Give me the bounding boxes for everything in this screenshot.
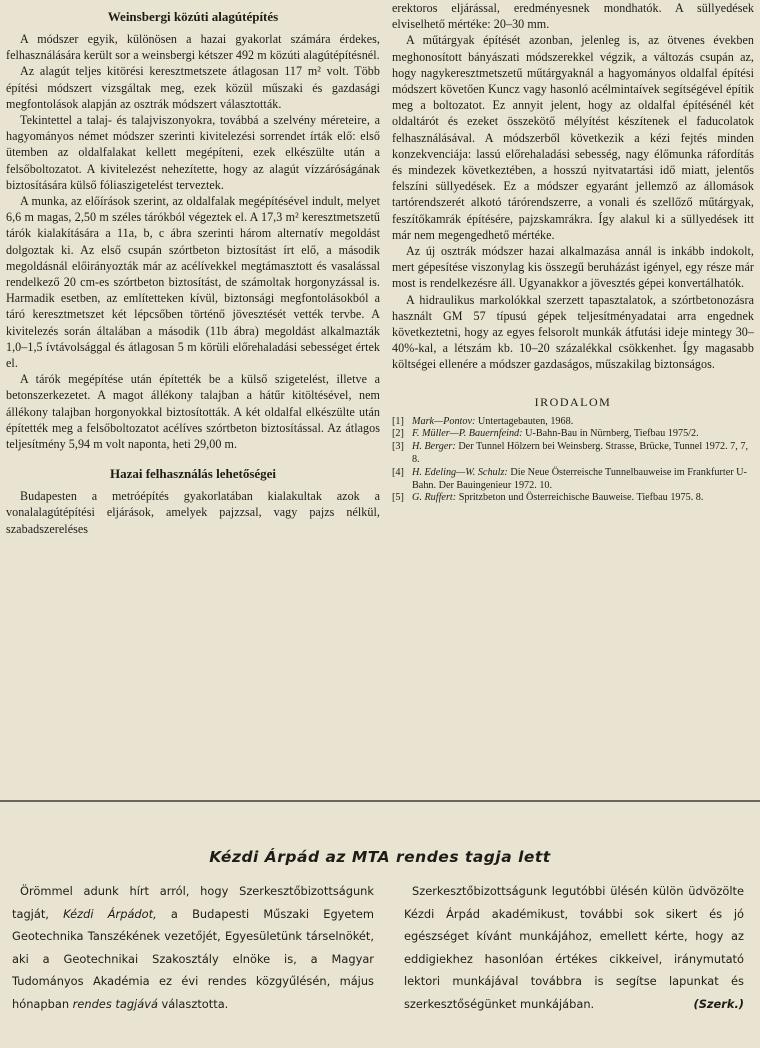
announcement-text: Szerkesztőbizottságunk legutóbbi ülésén külön üdvözölte Kézdi Árpád akadémikust, további sok sikert és jó egészséget kívánt munkájához, emellett kérte, hogy az eddigiekhez hasonlóan értékes cikkeivel, iránymutató lektori munkájával továbbra is segítse lapunkat és szerkesztőségünket munkájában. [404, 884, 744, 1011]
section-divider [0, 800, 760, 802]
reference-text: U-Bahn-Bau in Nürnberg, Tiefbau 1975/2. [525, 428, 699, 440]
article-left-column [6, 0, 380, 537]
reference-authors: H. Edeling—W. Schulz: [412, 466, 508, 478]
announcement-left-column [12, 880, 374, 1015]
announcement-text: Örömmel adunk hírt arról, hogy Szerkesztőbizottságunk tagját, [12, 884, 374, 921]
paragraph: A műtárgyak építését azonban, jelenleg is, az ötvenes években meghonosított bányászati módszerekkel végzik, a változás csupán az, hogy nagykeresztmetszetű műtárgyaknál a hagyományos oldalfal építési módszert követően Kuncz vagy hasonló acélmintaívek segítségével építik meg a boltozatot. Ez annyit jelent, hogy az oldalfal építésénél két oldaltárót és ezeket összekötő mélyítést készítenek el faducolatok felhasználásával. A módszerből következik a kézi fejtés minden konzekvenciája: lassú előrehaladási sebesség, nagy élőmunka ráfordítás és mindezek következtében, a hosszú nyitvatartási idő miatt, jelentős felszíni süllyedések. Ez a módszer egyaránt jellemző az állomások tartórendszerét alkotó tárórendszerre, a vonali és szellőző műtárgyak, feszítőkamrák építésére, pajzskamrákra. Így alakul ki a süllyedések itt már nem megengedhető mértéke. [392, 33, 754, 242]
article-right-column [392, 0, 754, 505]
section-heading-weinsbergi: Weinsbergi közúti alagútépítés [107, 9, 279, 24]
paragraph: Tekintettel a talaj- és talajviszonyokra, továbbá a szelvény méreteire, a hagyományos német módszer szerinti kivitelezési sorrendet írták elő: első ütemben az oldalfalakat kellett megépíteni, ezek elkészülte után a felsőboltozatot. A kivitelezést nehezítette, hogy az alagút vízzáróságának biztosítására külső fóliaszigetelést terveztek. [6, 113, 380, 192]
reference-text: Untertagebauten, 1968. [477, 415, 574, 427]
paragraph: A hidraulikus markolókkal szerzett tapasztalatok, a szórtbetonozásra használt GM 57 típusú gépek teljesítményadatai arra engednek következtetni, hogy az egyes felsorolt munkák átfutási ideje mintegy 30–40%-kal, a létszám kb. 10–20 százalékkal csökkenhet. Így magasabb költségei ellenére a módszer gazdaságos, műszakilag biztonságos. [392, 292, 754, 372]
announcement-emphasis: rendes tagjává [72, 996, 158, 1011]
reference-number: [5] [392, 492, 404, 504]
announcement-title: Kézdi Árpád az MTA rendes tagja lett [209, 848, 551, 866]
reference-text: Spritzbeton und Österreichische Bauweise. Tiefbau 1975. 8. [458, 492, 704, 504]
reference-text: Der Tunnel Hölzern bei Weinsberg. Strasse, Brücke, Tunnel 1972. 7, 7, 8. [412, 441, 749, 466]
reference-item [392, 492, 754, 505]
paragraph: Budapesten a metróépítés gyakorlatában kialakultak azok a vonalalagútépítési eljárások, amelyek pajzzsal, vagy pajzs nélkül, szabadszereléses [6, 489, 380, 536]
reference-authors: F. Müller—P. Bauernfeind: [412, 428, 523, 440]
reference-item [392, 416, 754, 429]
paragraph: A munka, az előírások szerint, az oldalfalak megépítésével indult, melyet 6,6 m magas, 2,50 m széles tárókból végeztek el. A 17,3 m² keresztmetszetű tárók kialakítására a 11a, b, c ábra szerinti három alternatív megoldást dolgoztak ki. Az első csupán szórtbeton biztosítást írt elő, a második megoldásnál előirányozták már az acélívekkel megtámasztott és vasalással rendelkező 20 cm-es szórtbeton biztosítást, de számoltak horgonyzással is. Harmadik esetben, az említetteken kívül, biztonsági megfontolásokból a táró keresztmetszet két lépcsőben történő jövesztését vették tervbe. A kivitelezés során általában a második (11b ábra) megoldást alkalmazták 1,0–1,5 ívtávolsággal és átlagosan 5 m körüli előrehaladási sebességet értek el. [6, 194, 380, 371]
reference-number: [1] [392, 415, 404, 427]
announcement-paragraph [12, 880, 374, 1015]
reference-authors: H. Berger: [412, 441, 456, 453]
reference-item [392, 441, 754, 467]
reference-authors: Mark—Pontov: [412, 415, 476, 427]
announcement-text: választotta. [157, 996, 229, 1011]
references-heading: IRODALOM [534, 394, 612, 409]
paragraph: Az új osztrák módszer hazai alkalmazása annál is inkább indokolt, mert gépesítése viszonylag kis összegű beruházást igényel, egy része már most is rendelkezésre áll. Ugyanakkor a jövesztés gépei konvertálhatók. [392, 244, 754, 291]
reference-list [392, 416, 754, 506]
announcement-paragraph [404, 880, 744, 1015]
reference-item [392, 467, 754, 493]
paragraph: Az alagút teljes kitörési keresztmetszete átlagosan 117 m² volt. Több építési módszert vizsgáltak meg, ezek közül műszaki és gazdasági megfontolások alapján az osztrák módszert választották. [6, 64, 380, 111]
reference-text: Die Neue Österreische Tunnelbauweise im Frankfurter U-Bahn. Der Bauingenieur 1972. 10. [412, 466, 747, 491]
announcement-name: Kézdi Árpádot, [63, 906, 157, 921]
paragraph-continuation: erektoros eljárással, eredményesnek mondhatók. A süllyedések elviselhető mértéke: 20–30 mm. [392, 1, 754, 32]
signature: (Szerk.) [693, 996, 744, 1011]
reference-number: [4] [392, 466, 404, 478]
reference-item [392, 428, 754, 441]
reference-authors: G. Ruffert: [412, 492, 457, 504]
announcement-text: a Budapesti Műszaki Egyetem Geotechnika Tanszékének vezetőjét, Egyesületünk társelnökét, aki a Geotechnikai Szakosztály elnöke is, a Magyar Tudományos Akadémia ez évi rendes közgyűlésén, május hónapban [12, 906, 374, 1011]
reference-number: [2] [392, 428, 404, 440]
announcement-right-column [404, 880, 744, 1015]
paragraph: A módszer egyik, különösen a hazai gyakorlat számára érdekes, felhasználására került sor a weinsbergi kétszer 492 m közúti alagútépítésnél. [6, 32, 380, 63]
paragraph: A tárók megépítése után építették be a külső szigetelést, illetve a betonszerkezetet. A magot állékony talajban a hátűr kitöltésével, nem állékony talajban horgonyokkal biztosították. A két oldalfal elkészülte után építették meg a felsőboltozatot acélíves szórtbeton biztosítással. Az átlagos teljesítmény 5,94 m volt naponta, heti 29,00 m. [6, 372, 380, 452]
reference-number: [3] [392, 441, 404, 453]
section-heading-hazai: Hazai felhasználás lehetőségei [109, 466, 277, 482]
